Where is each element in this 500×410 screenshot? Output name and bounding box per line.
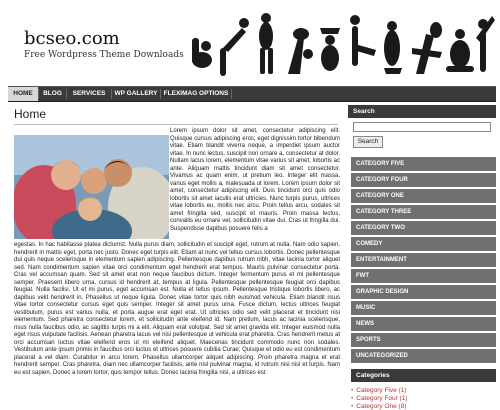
nav-fleximag-options[interactable]: FLEXIMAG OPTIONS bbox=[163, 90, 229, 97]
featured-photo bbox=[14, 135, 169, 239]
tag-category-two[interactable]: CATEGORY TWO bbox=[351, 221, 496, 235]
tag-category-one[interactable]: CATEGORY ONE bbox=[351, 189, 496, 203]
tag-entertainment[interactable]: ENTERTAINMENT bbox=[351, 253, 496, 267]
site-title[interactable]: bcseo.com bbox=[24, 28, 120, 49]
tag-comedy[interactable]: COMEDY bbox=[351, 237, 496, 251]
bullet-icon: • bbox=[351, 395, 354, 402]
tag-music[interactable]: MUSIC bbox=[351, 301, 496, 315]
nav-wp-gallery[interactable]: WP GALLERY bbox=[114, 90, 158, 97]
tag-graphic-design[interactable]: GRAPHIC DESIGN bbox=[351, 285, 496, 299]
tag-uncategorized[interactable]: UNCATEGORIZED bbox=[351, 349, 496, 363]
tag-category-five[interactable]: CATEGORY FIVE bbox=[351, 157, 496, 171]
tag-fwt[interactable]: FWT bbox=[351, 269, 496, 283]
category-link[interactable] bbox=[351, 387, 407, 394]
search-heading: Search bbox=[348, 105, 496, 118]
tag-category-three[interactable]: CATEGORY THREE bbox=[351, 205, 496, 219]
title-divider bbox=[14, 124, 338, 125]
bullet-icon: • bbox=[351, 403, 354, 410]
search-button[interactable]: Search bbox=[353, 136, 383, 148]
nav-services[interactable]: SERVICES bbox=[72, 90, 106, 97]
page-title: Home bbox=[14, 107, 47, 121]
nav-separator bbox=[231, 89, 232, 99]
sidebar bbox=[348, 102, 496, 410]
category-label[interactable]: Category Four (1) bbox=[356, 395, 408, 402]
main-nav bbox=[8, 86, 496, 102]
intro-paragraph: Lorem ipsum dolor sit amet, consectetur adipiscing elit. Quisque cursus adipiscing eros; eget dignissim tortor bibendum vitae. Etiam blandit viverra neque, a imperdiet ipsum auctor vitae. In nunc lectus, suscipit non ornare a, consectetur at dolor. Nullam lacus lorem, elementum vitae varius sit amet, lobortis ac ante. Aliquam mattis tincidunt diam sit amet consectetur. Vivamus ac quam enim, ut pretium leo. Integer elit massa, varius eget mollis a, malesuada ut lorem. Lorem ipsum dolor sit amet, consectetur adipiscing elit. Duis tincidunt orci quis odio lobortis sit amet iaculis erat ultricies. Nunc turpis purus, ultrices vitae lobortis eu, mollis nec arcu. Proin tellus arcu, sodales sit amet fringilla sed, suscipit et mauris. Proin massa lectus, convallis eu ornare vel, sollicitudin vitae dui. Cras ut fringilla dui. Suspendisse dapibus posuere felis a bbox=[170, 128, 340, 232]
yoga-silhouettes-banner bbox=[180, 8, 495, 80]
site-header bbox=[0, 0, 500, 82]
body-paragraph: egestas. In hac habitasse platea dictumst. Nulla purus diam, sollicitudin et suscipit eget, rutrum at nulla. Nam odio sapien, hendrerit in mattis eget, porta nec justo. Donec eget turpis elit. Etiam at nunc vel tellus cursus lobortis. Donec pellentesque dui quis neque scelerisque in elementum sapien adipiscing. Pellentesque dapibus rutrum nibh, vitae lacinia tortor aliquet sed. Nam condimentum sapien vitae orci condimentum eget hendrerit erat tempus. Mauris pulvinar consectetur porta. Cras vel accumsan quam. Sed sit amet erat non neque faucibus dictum. Integer fermentum purus et mi pellentesque semper. Praesent libero urna, cursus id hendrerit at, tempus at ligula. Pellentesque pellentesque feugiat orci dapibus feugiat. Nulla facilisi. Ut et mi purus, eget accumsan est. Nulla et tellus ipsum. Pellentesque tristique lobortis libero, ac dapibus velit hendrerit in. Phasellus ut neque ligula. Donec vitae tortor quis nibh euismod vehicula. Etiam blandit risus vitae tortor consectetur cursus eget quis semper. Integer sit amet purus urna. Fusce dictum, lectus ultrices feugiat vestibulum, purus est varius nulla, et porta augue erat eget erat. Ut ultricies odio sed velit placerat et tincidunt nisi elementum. Sed pharetra consectetur lorem, et sollicitudin ante eleifend id. Nam pretium, lacus ac lacinia scelerisque, risus nulla faucibus odio, ac sagittis turpis mi a elit. Aliquam erat volutpat. Sed sit amet gravida elit. Integer euismod nulla eget risus vulputate facilisis. Aenean pharetra lacus vel nisi pellentesque ut vehicula erat pharetra. Cras hendrerit metus at orci accumsan luctus vitae eleifend eros ut mi eleifend aliquet. Maecenas tincidunt commodo nunc non sodales. Vestibulum ante ipsum primis in faucibus orci luctus et ultrices posuere cubilia Curae; Quisque et odio eu est condimentum placerat a vel diam. Curabitur in arcu lorem. Phasellus ullamcorper aliquet adipiscing. Proin pharetra magna et erat hendrerit semper. Cras pharetra, diam nec ullamcorper facilisis, ante nisl pulvinar magna, id rutrum nisi nisl et turpis. Nam eu est sapien. Donec a lorem tortor, quis tempor tellus. Donec lacinia fringilla nisi, a ultrices est bbox=[14, 242, 340, 376]
main-content bbox=[10, 102, 340, 400]
site-tagline: Free Wordpress Theme Downloads bbox=[24, 50, 184, 60]
nav-blog[interactable]: BLOG bbox=[43, 90, 62, 97]
bullet-icon: • bbox=[351, 387, 354, 394]
category-link[interactable] bbox=[351, 403, 407, 410]
search-input[interactable] bbox=[353, 122, 491, 132]
categories-heading: Categories bbox=[351, 369, 496, 382]
category-label[interactable]: Category Five (1) bbox=[356, 387, 407, 394]
category-label[interactable]: Category One (8) bbox=[356, 403, 407, 410]
tag-news[interactable]: NEWS bbox=[351, 317, 496, 331]
tag-sports[interactable]: SPORTS bbox=[351, 333, 496, 347]
category-link[interactable] bbox=[351, 395, 408, 402]
tag-category-four[interactable]: CATEGORY FOUR bbox=[351, 173, 496, 187]
nav-home[interactable]: HOME bbox=[8, 87, 38, 101]
